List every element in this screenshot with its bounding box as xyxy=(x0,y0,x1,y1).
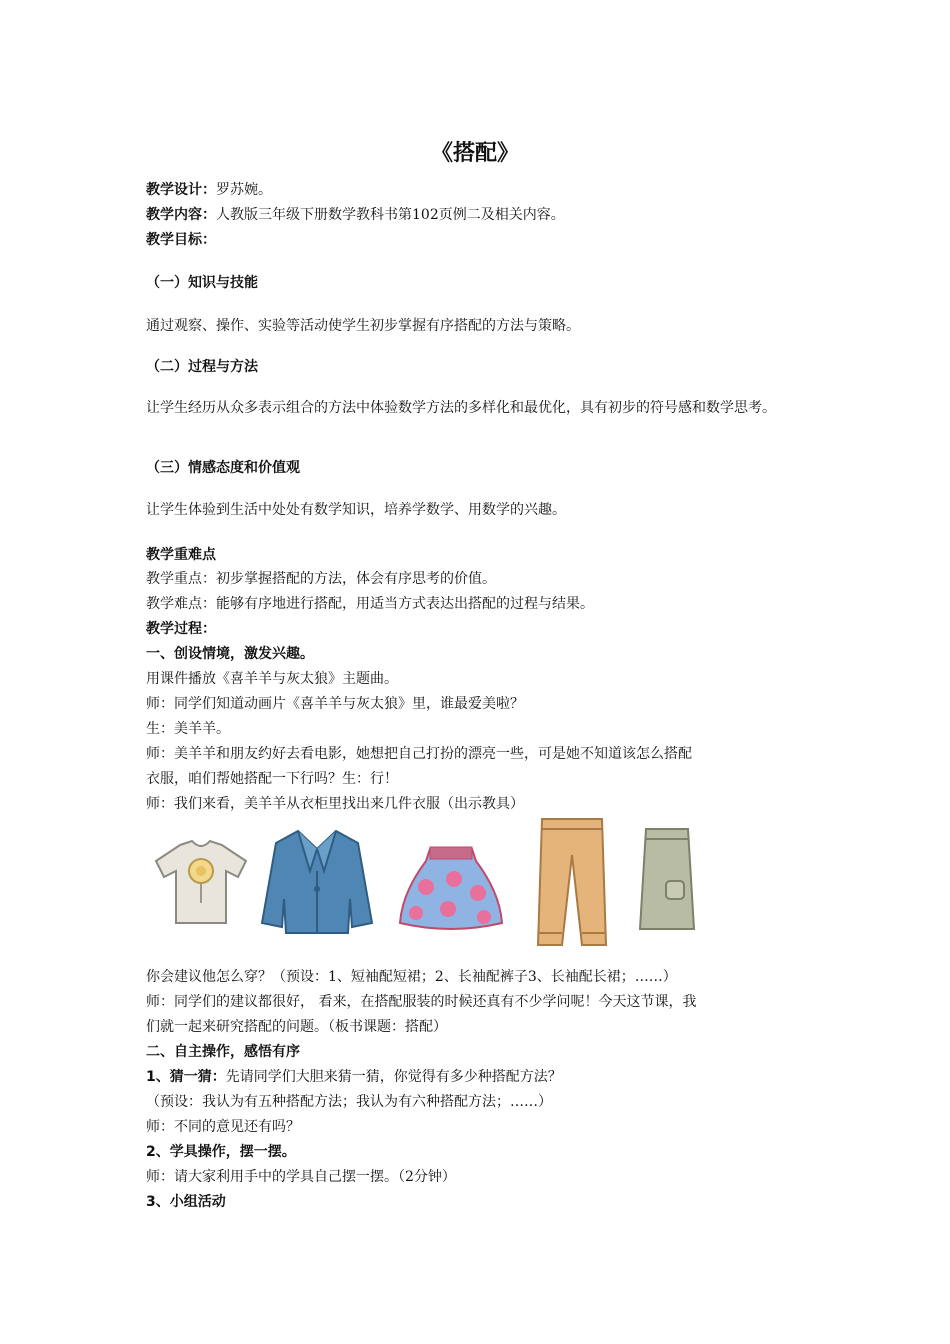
goal-2-text: 让学生经历从众多表示组合的方法中体验数学方法的多样化和最优化，具有初步的符号感和数学思考。 xyxy=(146,400,776,416)
clothes-illustration xyxy=(146,815,706,955)
goal-1-heading: （一）知识与技能 xyxy=(146,275,258,291)
t-shirt-icon xyxy=(152,837,250,927)
design-line xyxy=(146,180,826,201)
s1-line: 衣服，咱们帮她搭配一下行吗？生：行！ xyxy=(146,771,398,787)
goals-label: 教学目标： xyxy=(146,232,216,248)
key-difficulty: 教学难点：能够有序地进行搭配，用适当方式表达出搭配的过程与结果。 xyxy=(146,596,594,612)
step-1-text: 先请同学们大胆来猜一猜，你觉得有多少种搭配方法？ xyxy=(225,1069,562,1085)
s1-line: 师：我们来看，美羊羊从衣柜里找出来几件衣服（出示教具） xyxy=(146,796,524,812)
content-label: 教学内容： xyxy=(146,207,216,223)
after-image-line: 们就一起来研究搭配的问题。（板书课题：搭配） xyxy=(146,1019,447,1035)
document-title: 《搭配》 xyxy=(430,141,519,166)
content-value: 人教版三年级下册数学教科书第102页例二及相关内容。 xyxy=(216,207,565,223)
goal-2-heading: （二）过程与方法 xyxy=(146,359,258,375)
key-points-heading: 教学重难点 xyxy=(146,547,216,563)
s1-line: 用课件播放《喜羊羊与灰太狼》主题曲。 xyxy=(146,671,398,687)
section-1-heading: 一、创设情境，激发兴趣。 xyxy=(146,646,314,662)
step-1-line xyxy=(146,1067,826,1088)
after-image-line: 师：同学们的建议都很好， 看来，在搭配服装的时候还真有不少学问呢！今天这节课，我 xyxy=(146,994,697,1010)
content-line xyxy=(146,205,826,226)
jacket-icon xyxy=(258,827,376,937)
step-2-label: 2、学具操作，摆一摆。 xyxy=(146,1144,296,1160)
design-label: 教学设计： xyxy=(146,182,216,198)
goal-3-text: 让学生体验到生活中处处有数学知识，培养学数学、用数学的兴趣。 xyxy=(146,502,566,518)
long-skirt-icon xyxy=(636,825,698,935)
goal-1-text: 通过观察、操作、实验等活动使学生初步掌握有序搭配的方法与策略。 xyxy=(146,318,580,334)
polka-dot-skirt-icon xyxy=(396,843,506,933)
step-1-teacher: 师：不同的意见还有吗？ xyxy=(146,1119,300,1135)
pants-icon xyxy=(532,815,612,951)
step-1-preset: （预设：我认为有五种搭配方法；我认为有六种搭配方法；……） xyxy=(146,1094,552,1110)
process-heading: 教学过程： xyxy=(146,621,216,637)
s1-line: 师：同学们知道动画片《喜羊羊与灰太狼》里，谁最爱美啦？ xyxy=(146,696,524,712)
key-focus: 教学重点：初步掌握搭配的方法，体会有序思考的价值。 xyxy=(146,571,496,587)
step-3-label: 3、小组活动 xyxy=(146,1194,226,1210)
s1-line: 师：美羊羊和朋友约好去看电影，她想把自己打扮的漂亮一些，可是她不知道该怎么搭配 xyxy=(146,746,692,762)
s1-line: 生：美羊羊。 xyxy=(146,721,230,737)
after-image-line: 你会建议他怎么穿？（预设：1、短袖配短裙；2、长袖配裤子3、长袖配长裙；……） xyxy=(146,969,677,985)
section-2-heading: 二、自主操作，感悟有序 xyxy=(146,1044,300,1060)
step-2-text: 师：请大家利用手中的学具自己摆一摆。（2分钟） xyxy=(146,1169,456,1185)
step-1-label: 1、猜一猜： xyxy=(146,1069,226,1085)
design-value: 罗苏婉。 xyxy=(216,182,272,198)
goal-3-heading: （三）情感态度和价值观 xyxy=(146,460,300,476)
